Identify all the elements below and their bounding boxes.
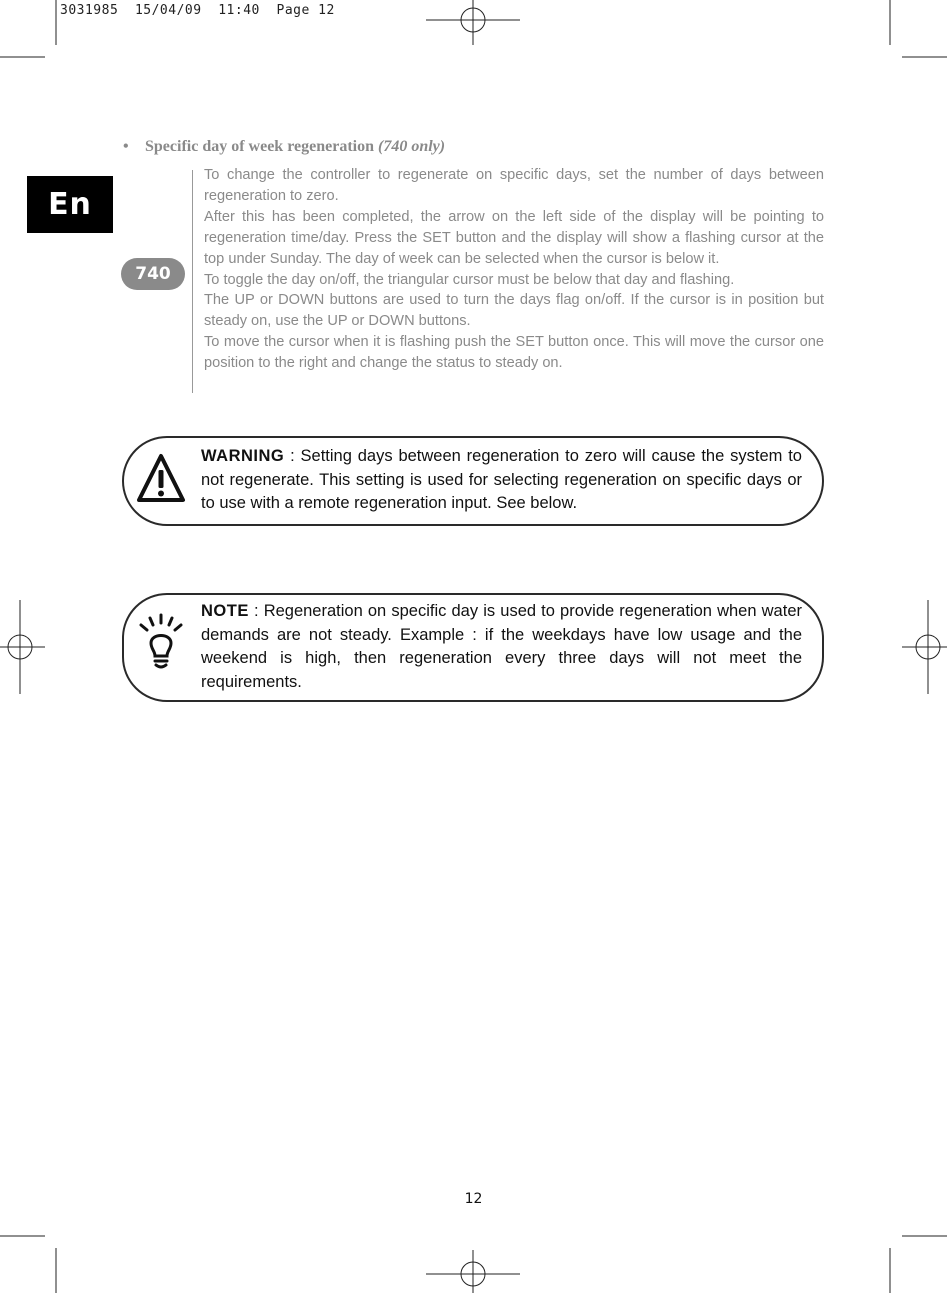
note-separator: : [248,602,264,620]
bullet: • [123,138,129,155]
note-body: Regeneration on specific day is used to provide regeneration when water demands are not steady. Example : if the weekdays have low usage and the weekend is high, then regeneration every three days will not meet the requirements. [201,602,802,691]
warning-body: Setting days between regeneration to zero will cause the system to not regenerate. This setting is used for selecting regeneration on specific days or to use with a remote regeneration input. See below. [201,447,802,512]
registration-mark-left [0,600,45,694]
warning-separator: : [284,447,301,465]
section-heading [123,138,445,156]
warning-triangle-icon [136,450,186,510]
slug-job: 3031985 [60,3,119,18]
note-callout [122,593,824,702]
body-paragraph: After this has been completed, the arrow on the left side of the display will be pointing to regeneration time/day. Press the SET button and the display will show a flashing cursor at the top under Sunday. The day of week can be selected when the cursor is below it. [204,208,824,267]
slug-date: 15/04/09 [134,3,202,18]
warning-label: WARNING [201,447,285,465]
section-rule [192,170,193,393]
lightbulb-icon [136,611,186,671]
section-heading-note: (740 only) [378,138,446,155]
body-paragraph: To move the cursor when it is flashing push the SET button once. This will move the cursor one position to the right and change the status to steady on. [204,334,824,372]
slug-page: Page 12 [276,3,335,18]
note-label: NOTE [201,602,249,620]
section-body [204,165,824,374]
page-number: 12 [464,1191,483,1207]
model-badge: 740 [121,258,185,290]
registration-mark-bottom [426,1250,520,1293]
body-paragraph: To change the controller to regenerate on specific days, set the number of days between regeneration to zero. [204,167,824,204]
body-paragraph: The UP or DOWN buttons are used to turn the days flag on/off. If the cursor is in position but steady on, use the UP or DOWN buttons. [204,292,824,330]
slug-time: 11:40 [218,3,260,18]
registration-mark-top [426,0,520,45]
language-tab: En [27,176,113,233]
note-text [201,600,802,694]
registration-mark-right [902,600,947,694]
warning-text [201,445,802,516]
warning-callout [122,436,824,526]
section-heading-text: Specific day of week regeneration [145,138,374,155]
body-paragraph: To toggle the day on/off, the triangular cursor must be below that day and flashing. [204,271,735,288]
